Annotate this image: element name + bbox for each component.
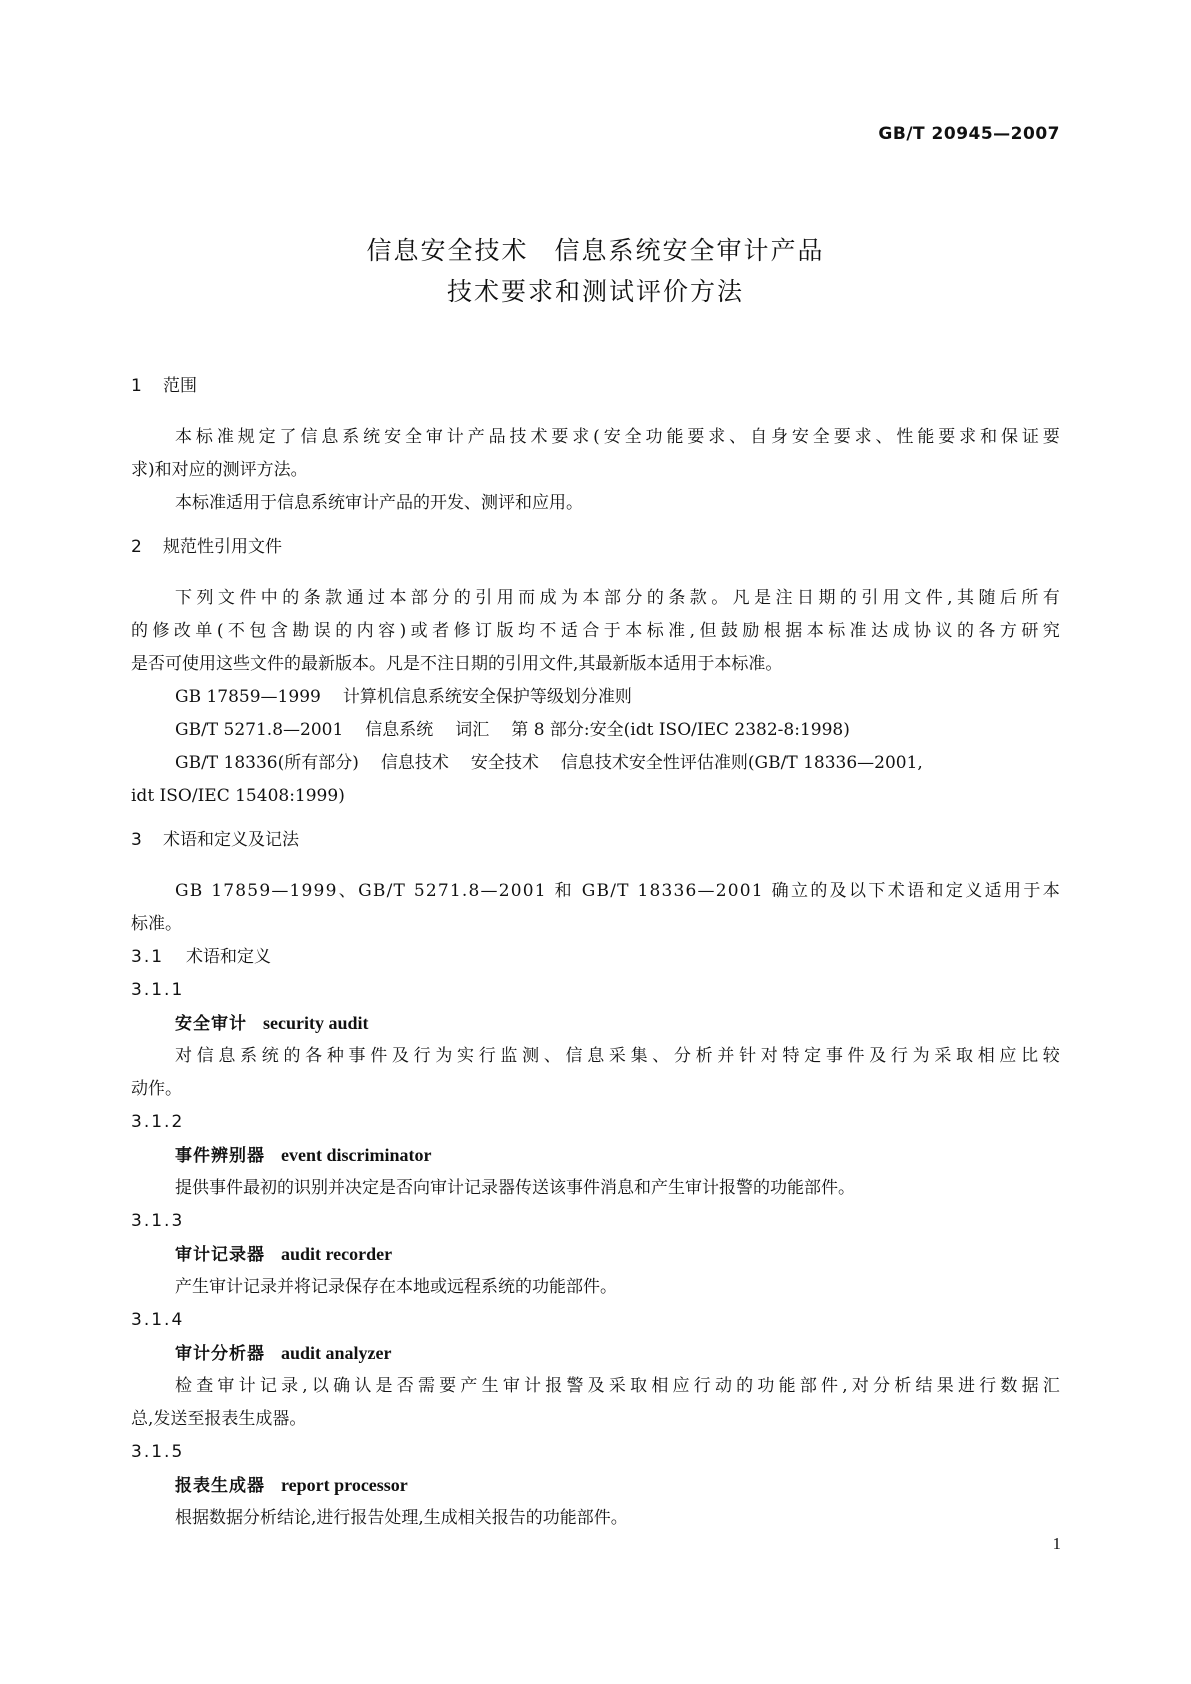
term-chinese: 审计记录器 (175, 1245, 265, 1265)
term-english: event discriminator (281, 1145, 432, 1165)
term-entry (131, 1007, 1061, 1040)
term-definition: 动作。 (131, 1079, 182, 1099)
term-number: 3.1.4 (131, 1310, 185, 1330)
term-definition: 对信息系统的各种事件及行为实行监测、信息采集、分析并针对特定事件及行为采取相应比较 (175, 1046, 1061, 1066)
paragraph-line: 求)和对应的测评方法。 (131, 460, 308, 480)
section-heading-2: 2 规范性引用文件 (131, 537, 282, 557)
term-entry (131, 1139, 1061, 1172)
reference-code: GB 17859—1999 (175, 687, 321, 707)
document-body (131, 370, 1061, 1535)
term-chinese: 安全审计 (175, 1014, 247, 1034)
term-number: 3.1.3 (131, 1211, 185, 1231)
paragraph-line: 本标准规定了信息系统安全审计产品技术要求(安全功能要求、自身安全要求、性能要求和保证要 (175, 427, 1061, 447)
term-english: security audit (263, 1013, 369, 1033)
section-heading-1: 1 范围 (131, 376, 197, 396)
title-line-1 (0, 230, 1191, 271)
paragraph-line: 是否可使用这些文件的最新版本。凡是不注日期的引用文件,其最新版本适用于本标准。 (131, 654, 783, 674)
paragraph-line: 的修改单(不包含勘误的内容)或者修订版均不适合于本标准,但鼓励根据本标准达成协议的各方研究 (131, 621, 1061, 641)
term-entry (131, 1469, 1061, 1502)
term-definition: 产生审计记录并将记录保存在本地或远程系统的功能部件。 (175, 1277, 617, 1297)
term-number: 3.1.1 (131, 980, 185, 1000)
reference-title: 计算机信息系统安全保护等级划分准则 (342, 687, 632, 707)
term-entry (131, 1238, 1061, 1271)
term-chinese: 事件辨别器 (175, 1146, 265, 1166)
reference-code: GB/T 18336(所有部分) (175, 753, 359, 773)
reference-code: GB/T 5271.8—2001 (175, 720, 344, 740)
title-part-b: 信息系统安全审计产品 (554, 236, 825, 265)
paragraph-line: 本标准适用于信息系统审计产品的开发、测评和应用。 (175, 493, 583, 513)
term-english: report processor (281, 1475, 408, 1495)
section-heading-3: 3 术语和定义及记法 (131, 830, 299, 850)
term-definition: 总,发送至报表生成器。 (131, 1409, 307, 1429)
standard-code: GB/T 20945—2007 (878, 124, 1060, 144)
reference-item: GB/T 18336(所有部分) 信息技术 安全技术 信息技术安全性评估准则(GB/T 18336—2001, (175, 753, 923, 773)
term-chinese: 审计分析器 (175, 1344, 265, 1364)
subsection-heading: 3.1 术语和定义 (131, 947, 272, 967)
paragraph-line: 标准。 (131, 914, 182, 934)
paragraph-line: GB 17859—1999、GB/T 5271.8—2001 和 GB/T 18336—2001 确立的及以下术语和定义适用于本 (175, 881, 1061, 901)
reference-item: GB/T 5271.8—2001 信息系统 词汇 第 8 部分:安全(idt ISO/IEC 2382-8:1998) (175, 720, 850, 740)
title-part-a: 信息安全技术 (366, 236, 529, 265)
paragraph-line: 下列文件中的条款通过本部分的引用而成为本部分的条款。凡是注日期的引用文件,其随后所有 (175, 588, 1061, 608)
term-definition: 提供事件最初的识别并决定是否向审计记录器传送该事件消息和产生审计报警的功能部件。 (175, 1178, 855, 1198)
reference-continuation: idt ISO/IEC 15408:1999) (131, 786, 345, 806)
reference-item (131, 681, 1061, 714)
term-number: 3.1.5 (131, 1442, 185, 1462)
term-number: 3.1.2 (131, 1112, 185, 1132)
page-number: 1 (1052, 1534, 1061, 1553)
term-entry (131, 1337, 1061, 1370)
document-title (0, 230, 1191, 312)
title-line-2: 技术要求和测试评价方法 (446, 277, 744, 306)
term-definition: 根据数据分析结论,进行报告处理,生成相关报告的功能部件。 (175, 1508, 628, 1528)
term-english: audit recorder (281, 1244, 393, 1264)
term-definition: 检查审计记录,以确认是否需要产生审计报警及采取相应行动的功能部件,对分析结果进行数据汇 (175, 1376, 1061, 1396)
term-chinese: 报表生成器 (175, 1476, 265, 1496)
term-english: audit analyzer (281, 1343, 392, 1363)
